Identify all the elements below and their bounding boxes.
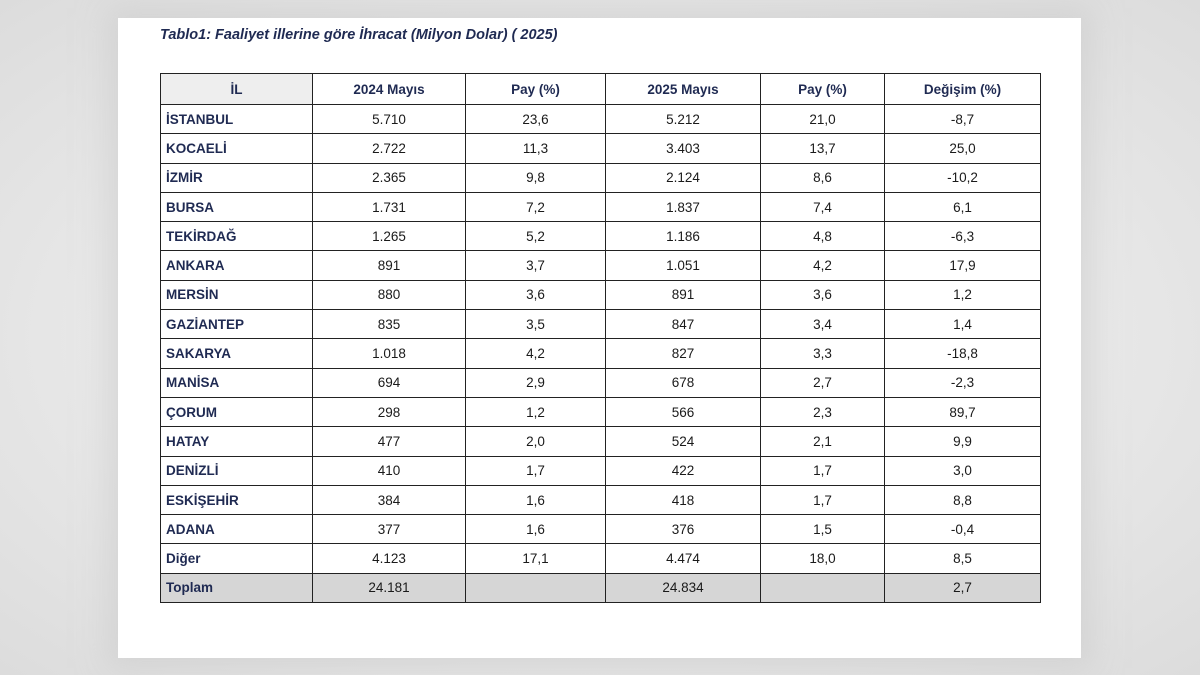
header-pay-2024: Pay (%) — [466, 74, 606, 105]
cell-pay-2024 — [466, 573, 606, 602]
cell-pay-2025: 3,6 — [761, 280, 885, 309]
table-row — [161, 397, 1041, 426]
table-row — [161, 515, 1041, 544]
cell-pay-2024: 9,8 — [466, 163, 606, 192]
cell-degisim: 9,9 — [885, 427, 1041, 456]
cell-pay-2024: 3,6 — [466, 280, 606, 309]
header-2024: 2024 Mayıs — [313, 74, 466, 105]
table-row — [161, 222, 1041, 251]
cell-pay-2024: 1,6 — [466, 515, 606, 544]
cell-degisim: -18,8 — [885, 339, 1041, 368]
cell-pay-2024: 2,0 — [466, 427, 606, 456]
cell-il: İZMİR — [161, 163, 313, 192]
cell-2025: 1.051 — [606, 251, 761, 280]
header-row — [161, 74, 1041, 105]
table-row — [161, 368, 1041, 397]
cell-2024: 2.365 — [313, 163, 466, 192]
cell-2024: 4.123 — [313, 544, 466, 573]
table-row — [161, 339, 1041, 368]
cell-2024: 835 — [313, 310, 466, 339]
cell-il: DENİZLİ — [161, 456, 313, 485]
cell-pay-2025: 4,2 — [761, 251, 885, 280]
cell-2024: 477 — [313, 427, 466, 456]
cell-degisim: -8,7 — [885, 105, 1041, 134]
cell-2024: 880 — [313, 280, 466, 309]
cell-pay-2024: 3,5 — [466, 310, 606, 339]
cell-pay-2025: 1,7 — [761, 456, 885, 485]
cell-degisim: 1,2 — [885, 280, 1041, 309]
cell-pay-2024: 23,6 — [466, 105, 606, 134]
cell-il: Diğer — [161, 544, 313, 573]
cell-degisim: 1,4 — [885, 310, 1041, 339]
table-row — [161, 310, 1041, 339]
cell-pay-2025 — [761, 573, 885, 602]
table-caption: Tablo1: Faaliyet illerine göre İhracat (Milyon Dolar) ( 2025) — [160, 27, 558, 43]
table-row — [161, 544, 1041, 573]
cell-pay-2025: 3,3 — [761, 339, 885, 368]
table-row — [161, 280, 1041, 309]
cell-pay-2024: 2,9 — [466, 368, 606, 397]
cell-pay-2025: 2,1 — [761, 427, 885, 456]
cell-2025: 422 — [606, 456, 761, 485]
table-row — [161, 251, 1041, 280]
cell-pay-2025: 2,7 — [761, 368, 885, 397]
cell-degisim: 8,8 — [885, 485, 1041, 514]
cell-2024: 5.710 — [313, 105, 466, 134]
cell-pay-2025: 13,7 — [761, 134, 885, 163]
cell-il: MERSİN — [161, 280, 313, 309]
cell-pay-2025: 2,3 — [761, 397, 885, 426]
cell-pay-2024: 4,2 — [466, 339, 606, 368]
cell-il: MANİSA — [161, 368, 313, 397]
total-row — [161, 573, 1041, 602]
cell-degisim: -10,2 — [885, 163, 1041, 192]
cell-2024: 410 — [313, 456, 466, 485]
cell-pay-2024: 1,7 — [466, 456, 606, 485]
cell-pay-2024: 17,1 — [466, 544, 606, 573]
cell-2025: 827 — [606, 339, 761, 368]
cell-pay-2024: 1,2 — [466, 397, 606, 426]
cell-2024: 891 — [313, 251, 466, 280]
cell-il: ESKİŞEHİR — [161, 485, 313, 514]
cell-pay-2025: 7,4 — [761, 192, 885, 221]
table-row — [161, 134, 1041, 163]
cell-degisim: -2,3 — [885, 368, 1041, 397]
document-page — [118, 18, 1081, 658]
cell-il: İSTANBUL — [161, 105, 313, 134]
cell-pay-2024: 7,2 — [466, 192, 606, 221]
cell-il: ADANA — [161, 515, 313, 544]
cell-pay-2024: 5,2 — [466, 222, 606, 251]
cell-pay-2025: 1,5 — [761, 515, 885, 544]
cell-2025: 678 — [606, 368, 761, 397]
cell-2025: 2.124 — [606, 163, 761, 192]
cell-2024: 694 — [313, 368, 466, 397]
cell-il: Toplam — [161, 573, 313, 602]
cell-pay-2025: 3,4 — [761, 310, 885, 339]
cell-2025: 1.186 — [606, 222, 761, 251]
table-row — [161, 192, 1041, 221]
cell-il: ÇORUM — [161, 397, 313, 426]
header-degisim: Değişim (%) — [885, 74, 1041, 105]
cell-2025: 376 — [606, 515, 761, 544]
cell-pay-2025: 1,7 — [761, 485, 885, 514]
cell-degisim: 17,9 — [885, 251, 1041, 280]
cell-2025: 1.837 — [606, 192, 761, 221]
cell-il: BURSA — [161, 192, 313, 221]
table-row — [161, 485, 1041, 514]
cell-degisim: 25,0 — [885, 134, 1041, 163]
cell-2024: 1.265 — [313, 222, 466, 251]
cell-2024: 24.181 — [313, 573, 466, 602]
cell-2024: 2.722 — [313, 134, 466, 163]
cell-2024: 1.731 — [313, 192, 466, 221]
cell-2024: 1.018 — [313, 339, 466, 368]
cell-pay-2024: 3,7 — [466, 251, 606, 280]
cell-2024: 377 — [313, 515, 466, 544]
table-row — [161, 163, 1041, 192]
cell-degisim: 3,0 — [885, 456, 1041, 485]
cell-pay-2025: 21,0 — [761, 105, 885, 134]
cell-2025: 418 — [606, 485, 761, 514]
cell-degisim: -6,3 — [885, 222, 1041, 251]
cell-il: GAZİANTEP — [161, 310, 313, 339]
cell-degisim: -0,4 — [885, 515, 1041, 544]
cell-2025: 891 — [606, 280, 761, 309]
cell-2025: 566 — [606, 397, 761, 426]
cell-il: TEKİRDAĞ — [161, 222, 313, 251]
cell-degisim: 89,7 — [885, 397, 1041, 426]
cell-il: HATAY — [161, 427, 313, 456]
cell-pay-2025: 8,6 — [761, 163, 885, 192]
cell-2025: 24.834 — [606, 573, 761, 602]
cell-degisim: 2,7 — [885, 573, 1041, 602]
cell-2025: 3.403 — [606, 134, 761, 163]
cell-pay-2025: 4,8 — [761, 222, 885, 251]
header-il: İL — [161, 74, 313, 105]
cell-degisim: 6,1 — [885, 192, 1041, 221]
cell-il: KOCAELİ — [161, 134, 313, 163]
cell-2025: 4.474 — [606, 544, 761, 573]
cell-2025: 524 — [606, 427, 761, 456]
cell-2024: 298 — [313, 397, 466, 426]
cell-pay-2024: 11,3 — [466, 134, 606, 163]
cell-pay-2025: 18,0 — [761, 544, 885, 573]
table-row — [161, 427, 1041, 456]
table-row — [161, 456, 1041, 485]
table-row — [161, 105, 1041, 134]
header-pay-2025: Pay (%) — [761, 74, 885, 105]
cell-2025: 5.212 — [606, 105, 761, 134]
cell-pay-2024: 1,6 — [466, 485, 606, 514]
cell-degisim: 8,5 — [885, 544, 1041, 573]
cell-il: SAKARYA — [161, 339, 313, 368]
cell-2025: 847 — [606, 310, 761, 339]
header-2025: 2025 Mayıs — [606, 74, 761, 105]
cell-il: ANKARA — [161, 251, 313, 280]
cell-2024: 384 — [313, 485, 466, 514]
export-table — [160, 73, 1041, 603]
